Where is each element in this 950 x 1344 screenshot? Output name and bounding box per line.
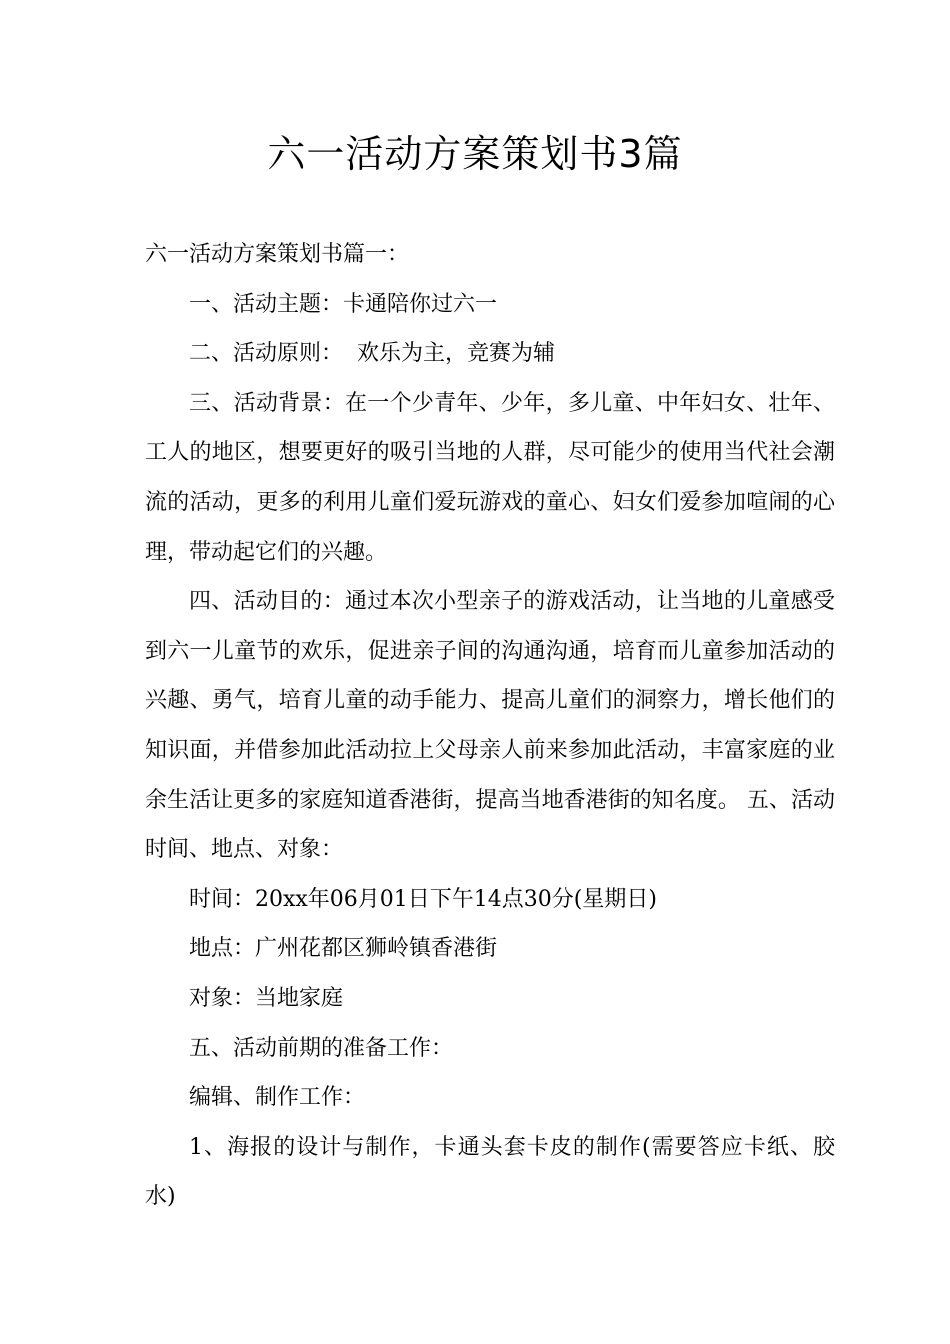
document-title: 六一活动方案策划书3篇 — [267, 132, 683, 176]
paragraph-principle: 二、活动原则： 欢乐为主，竞赛为辅 — [189, 341, 555, 367]
paragraph-audience: 对象：当地家庭 — [189, 985, 344, 1011]
paragraph-location: 地点：广州花都区狮岭镇香港街 — [189, 936, 498, 962]
section-heading: 六一活动方案策划书篇一： — [145, 242, 410, 267]
paragraph-poster-item: 1、海报的设计与制作，卡通头套卡皮的制作(需要答应卡纸、胶水) — [145, 1134, 835, 1210]
paragraph-editing-heading: 编辑、制作工作： — [189, 1085, 366, 1111]
paragraph-time: 时间：20xx年06月01日下午14点30分(星期日) — [189, 886, 657, 912]
paragraph-preparation-heading: 五、活动前期的准备工作： — [189, 1035, 454, 1061]
paragraph-background: 三、活动背景：在一个少青年、少年，多儿童、中年妇女、壮年、工人的地区，想要更好的吸引当地的人群，尽可能少的使用当代社会潮流的活动，更多的利用儿童们爱玩游戏的童心、妇女们爱参加喧闹的心理，带动起它们的兴趣。 — [145, 390, 835, 565]
paragraph-purpose: 四、活动目的：通过本次小型亲子的游戏活动，让当地的儿童感受到六一儿童节的欢乐，促进亲子间的沟通沟通，培育而儿童参加活动的兴趣、勇气，培育儿童的动手能力、提高儿童们的洞察力，增长他们的知识面，并借参加此活动拉上父母亲人前来参加此活动，丰富家庭的业余生活让更多的家庭知道香港街，提高当地香港街的知名度。 五、活动时间、地点、对象： — [145, 589, 835, 863]
paragraph-theme: 一、活动主题：卡通陪你过六一 — [189, 291, 498, 317]
document-body — [145, 230, 835, 1222]
